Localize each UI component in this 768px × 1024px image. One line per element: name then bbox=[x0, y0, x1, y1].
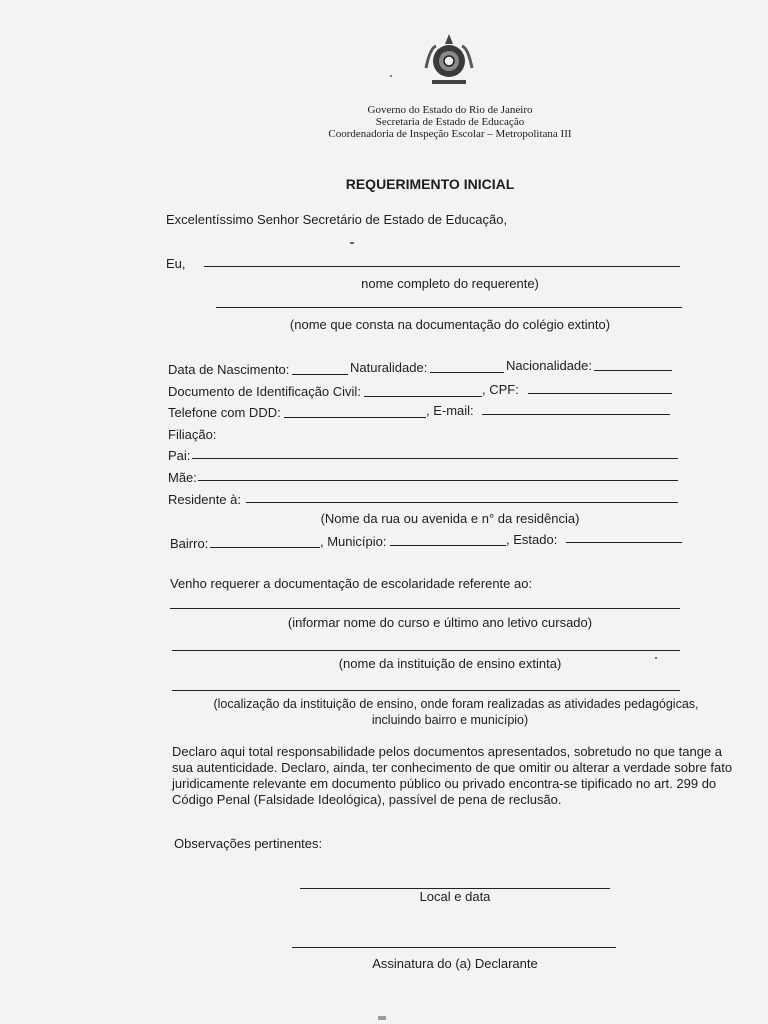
assinatura-caption: Assinatura do (a) Declarante bbox=[372, 956, 538, 971]
observacoes-label: Observações pertinentes: bbox=[174, 836, 323, 851]
nome-completo-field[interactable] bbox=[204, 266, 680, 267]
pai-field[interactable] bbox=[192, 458, 678, 459]
nacionalidade-field[interactable] bbox=[594, 370, 672, 371]
filiacao-label: Filiação: bbox=[168, 427, 217, 442]
estado-field[interactable] bbox=[566, 542, 682, 543]
salutation: Excelentíssimo Senhor Secretário de Estado de Educação, bbox=[166, 212, 508, 227]
cpf-field[interactable] bbox=[528, 393, 672, 394]
declaration-text: Declaro aqui total responsabilidade pelos documentos apresentados, sobretudo no que tange a sua autenticidade. Declaro, ainda, ter conhecimento de que omitir ou alterar a verdade sobre fato juridicamente relevante em documento público ou privado encontra-se tipificado no art. 299 do Código Penal (Falsidade Ideológica), passível de pena de reclusão. bbox=[172, 744, 733, 807]
assinatura-field[interactable] bbox=[292, 947, 616, 948]
bairro-label: Bairro: bbox=[170, 536, 209, 551]
residente-caption: (Nome da rua ou avenida e n° da residência) bbox=[320, 511, 580, 526]
telefone-label: Telefone com DDD: bbox=[168, 405, 281, 420]
nome-documentacao-field[interactable] bbox=[216, 307, 682, 308]
data-nascimento-label: Data de Nascimento: bbox=[168, 362, 290, 377]
instituicao-field[interactable] bbox=[172, 650, 680, 651]
scan-speck bbox=[390, 75, 392, 77]
cpf-label: , CPF: bbox=[482, 382, 519, 397]
localizacao-caption-1: (localização da instituição de ensino, onde foram realizadas as atividades pedagógicas, bbox=[213, 697, 699, 711]
municipio-field[interactable] bbox=[390, 545, 506, 546]
eu-label: Eu, bbox=[166, 256, 186, 271]
telefone-field[interactable] bbox=[284, 417, 426, 418]
coat-of-arms-icon bbox=[418, 28, 480, 90]
data-nascimento-field[interactable] bbox=[292, 374, 348, 375]
header-secretariat: Secretaria de Estado de Educação bbox=[375, 116, 525, 128]
header-government: Governo do Estado do Rio de Janeiro bbox=[367, 104, 533, 116]
estado-label: , Estado: bbox=[506, 532, 558, 547]
pai-label: Pai: bbox=[168, 448, 191, 463]
naturalidade-field[interactable] bbox=[430, 372, 504, 373]
localizacao-field[interactable] bbox=[172, 690, 680, 691]
scan-speck bbox=[655, 657, 657, 659]
scan-speck bbox=[350, 242, 354, 244]
nome-completo-caption: nome completo do requerente) bbox=[361, 276, 539, 291]
mae-field[interactable] bbox=[198, 480, 678, 481]
scan-speck bbox=[378, 1016, 386, 1020]
municipio-label: , Município: bbox=[320, 534, 387, 549]
form-title: REQUERIMENTO INICIAL bbox=[345, 176, 515, 192]
documento-field[interactable] bbox=[364, 396, 482, 397]
localizacao-caption-2: incluindo bairro e município) bbox=[371, 713, 529, 727]
curso-caption: (informar nome do curso e último ano letivo cursado) bbox=[287, 615, 593, 630]
local-data-caption: Local e data bbox=[419, 889, 491, 904]
instituicao-caption: (nome da instituição de ensino extinta) bbox=[338, 656, 562, 671]
nacionalidade-label: Nacionalidade: bbox=[506, 358, 593, 373]
email-label: , E-mail: bbox=[426, 403, 474, 418]
header-coordination: Coordenadoria de Inspeção Escolar – Metropolitana III bbox=[328, 128, 572, 140]
naturalidade-label: Naturalidade: bbox=[350, 360, 428, 375]
bairro-field[interactable] bbox=[210, 547, 320, 548]
curso-field[interactable] bbox=[170, 608, 680, 609]
mae-label: Mãe: bbox=[168, 470, 197, 485]
email-field[interactable] bbox=[482, 414, 670, 415]
residente-field[interactable] bbox=[246, 502, 678, 503]
request-intro: Venho requerer a documentação de escolaridade referente ao: bbox=[170, 576, 533, 591]
nome-documentacao-caption: (nome que consta na documentação do colégio extinto) bbox=[289, 317, 611, 332]
documento-label: Documento de Identificação Civil: bbox=[168, 384, 361, 399]
residente-label: Residente à: bbox=[168, 492, 241, 507]
